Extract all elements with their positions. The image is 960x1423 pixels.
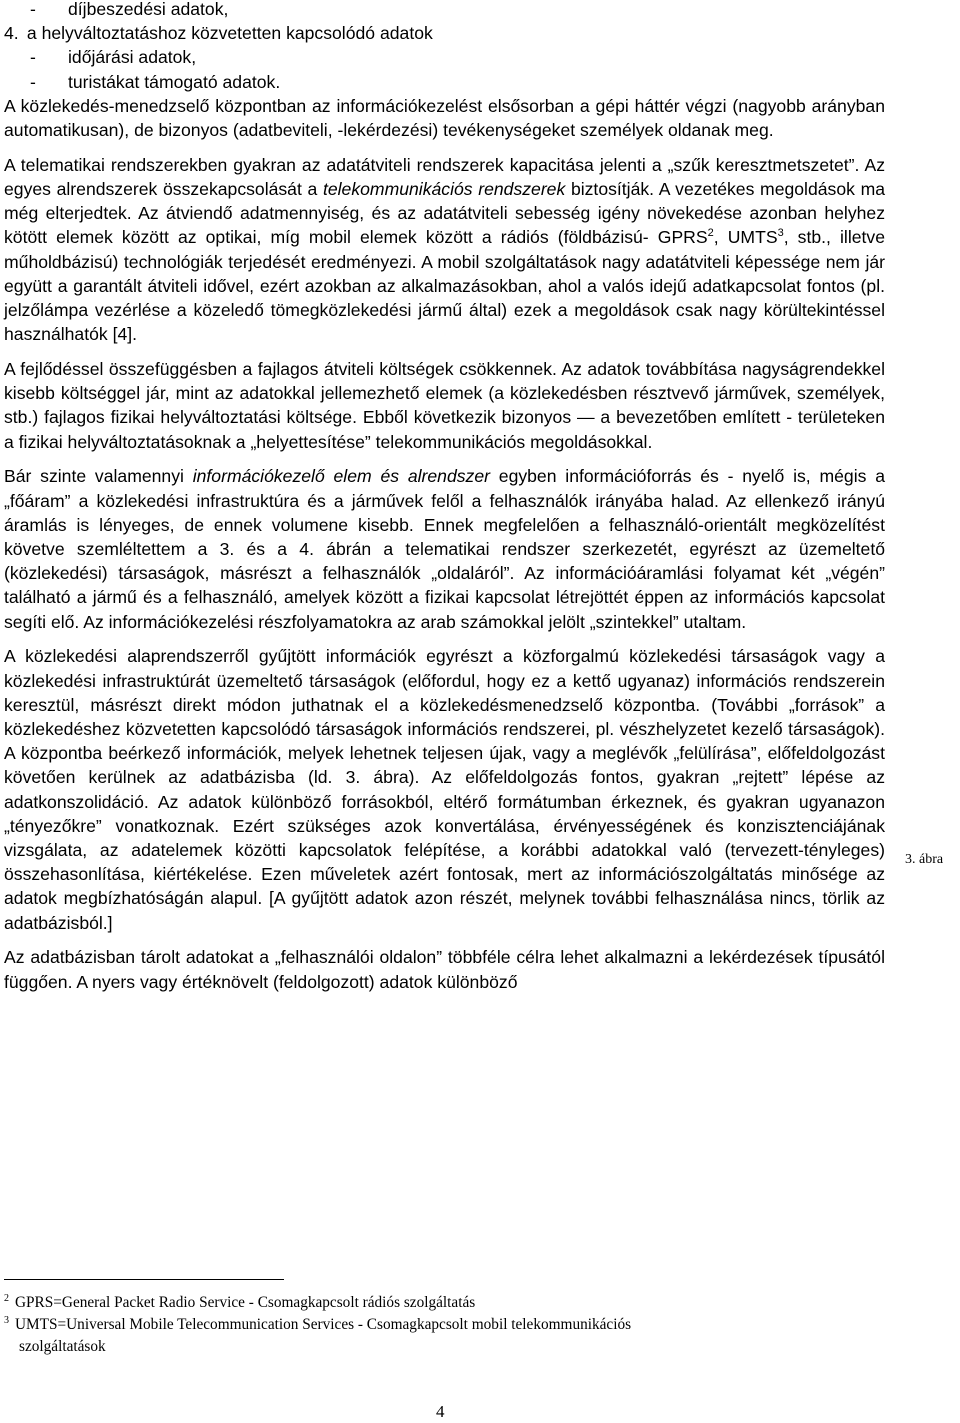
footnote-continuation: szolgáltatások: [19, 1338, 106, 1355]
list-item-label: a helyváltoztatáshoz közvetetten kapcsolódó adatok: [26, 23, 433, 44]
list-item: - turistákat támogató adatok.: [30, 71, 281, 92]
footnote-text: UMTS=Universal Mobile Telecommunication Services - Csomagkapcsolt mobil telekommunikációs: [15, 1316, 632, 1333]
paragraph: A telematikai rendszerekben gyakran az adatátviteli rendszerek kapacitása jelenti a „szűk keresztmetszetet”. Az egyes alrendszerek összekapcsolását a telekommunikációs rendszerek biztosítják. A vezetékes megoldások ma még elterjedtek. Az átviendő adatmennyiség, és az adatátviteli sebesség igény növekedése azonban helyhez kötött elemek között az optikai, míg mobil elemek között a rádiós (földbázisú- GPRS$^2$, UMTS$^3$, stb., illetve műholdbázisú) technológiák terjedését eredményezi. A mobil szolgáltatások nagy adatátviteli képessége nem jár együtt a garantált átviteli idővel, ezért azokban az alkalmazásokban, ahol a valós idejű adatkapcsolat fontos (pl. jelzőlámpa vezérlése a közeledő tömegközlekedési jármű által) ezek a megoldások csak nagy körültekintéssel használhatók [4].: [4, 154, 886, 345]
footnote-text: GPRS=General Packet Radio Service - Csomagkapcsolt rádiós szolgáltatás: [15, 1294, 476, 1311]
italic-term: információkezelő elem és alrendszer: [192, 466, 490, 487]
list-number: 4.: [4, 23, 19, 44]
footnote-separator: [4, 1279, 284, 1280]
list-item: - időjárási adatok,: [30, 47, 197, 68]
list-item-label: díjbeszedési adatok,: [68, 0, 229, 19]
list-item-label: turistákat támogató adatok.: [68, 71, 281, 92]
footnote: [4, 1314, 864, 1336]
paragraph: A közlekedési alaprendszerről gyűjtött információk egyrészt a közforgalmú közlekedési társaságok vagy a közlekedési infrastruktúrát üzemeltető társaságok (előfordul, hogy ez a kettő ugyanaz) információs rendszerein keresztül, másrészt direkt módon juthatnak el a közlekedésmenedzselő központba. (További „források” a közlekedéshez közvetetten kapcsolódó társaságok információs rendszerei, pl. vészhelyzetet kezelő társaságok). A központba beérkező információk, melyek lehetnek teljesen újak, vagy a meglévők „felülírása”, előfeldolgozást követően kerülnek az adatbázisba (ld. 3. ábra). Az előfeldolgozás fontos, gyakran „rejtett” lépése az adatkonszolidáció. Az adatok különböző forrásokból, eltérő formátumban érkeznek, és gyakran ugyanazon „tényezőkre” vonatkoznak. Ezért szükséges azok konvertálása, érvényességének és konzisztenciájának vizsgálata, az adatelemek közötti kapcsolatok felépítése, a korábbi adatokkal való (tervezett-tényleges) összehasonlítása, kiértékelése. Ezen műveletek azért fontosak, mert az információszolgáltatás minősége az adatok megbízhatóságán alapul. [A gyűjtött adatok azon részét, melynek további felhasználása nincs, törlik az adatbázisból.]: [4, 646, 885, 933]
footnote-ref[interactable]: 3: [777, 227, 784, 240]
paragraph: Bár szinte valamennyi információkezelő elem és alrendszer egyben információforrás és - nyelő is, mégis a „főáram” a közlekedési infrastruktúra és a járművek felől a felhasználók irányába halad. Az ellenkező irányú áramlás is lényeges, de ennek volumene kisebb. Ennek megfelelően a felhasználó-orientált megközelítést követve szemléltettem a 3. és a 4. ábrán a telematikai rendszer szerkezetét, egyrészt az üzemeltető (közlekedési) társaságok, másrészt a felhasználók „oldaláról”. Az információáramlási folyamat két „végén” található a jármű és a felhasználó, amelyek között a fizikai kapcsolat létrejöttét éppen az információs kapcsolat segíti elő. Az információkezelési részfolyamatokra az arab számokkal jelölt „szintekkel” utaltam.: [4, 466, 885, 632]
list-item: - díjbeszedési adatok,: [30, 0, 229, 19]
paragraph: A fejlődéssel összefüggésben a fajlagos átviteli költségek csökkennek. Az adatok továbbítása nagyságrendekkel kisebb költséggel jár, mint az adatokkal jellemezhető elemek (a közlekedésben résztvevő járművek, személyek, stb.) fajlagos fizikai helyváltoztatási költsége. Ebből következik bizonyos — a bevezetőben említett - területeken a fizikai helyváltoztatásoknak a „helyettesítése” telekommunikációs megoldásokkal.: [4, 359, 885, 452]
footnote-number: 2: [4, 1293, 9, 1304]
paragraph: A közlekedés-menedzselő központban az információkezelést elsősorban a gépi háttér végzi (nagyobb arányban automatikusan), de bizonyos (adatbeviteli, -lekérdezési) tevékenységeket személyek oldanak meg.: [4, 95, 885, 141]
numbered-list-item: [4, 21, 885, 45]
page-number: 4: [436, 1402, 445, 1421]
margin-figure-note: 3. ábra: [905, 852, 944, 867]
italic-term: telekommunikációs rendszerek: [322, 179, 566, 200]
footnotes: [4, 1292, 864, 1358]
list-item-label: időjárási adatok,: [68, 47, 197, 68]
body-text: [4, 0, 885, 994]
footnote: [4, 1292, 864, 1314]
footnote-number: 3: [4, 1315, 9, 1326]
footnote-ref[interactable]: 2: [707, 227, 714, 240]
paragraph: Az adatbázisban tárolt adatokat a „felhasználói oldalon” többféle célra lehet alkalmazni a lekérdezések típusától függően. A nyers vagy értéknövelt (feldolgozott) adatok különböző: [4, 947, 885, 992]
